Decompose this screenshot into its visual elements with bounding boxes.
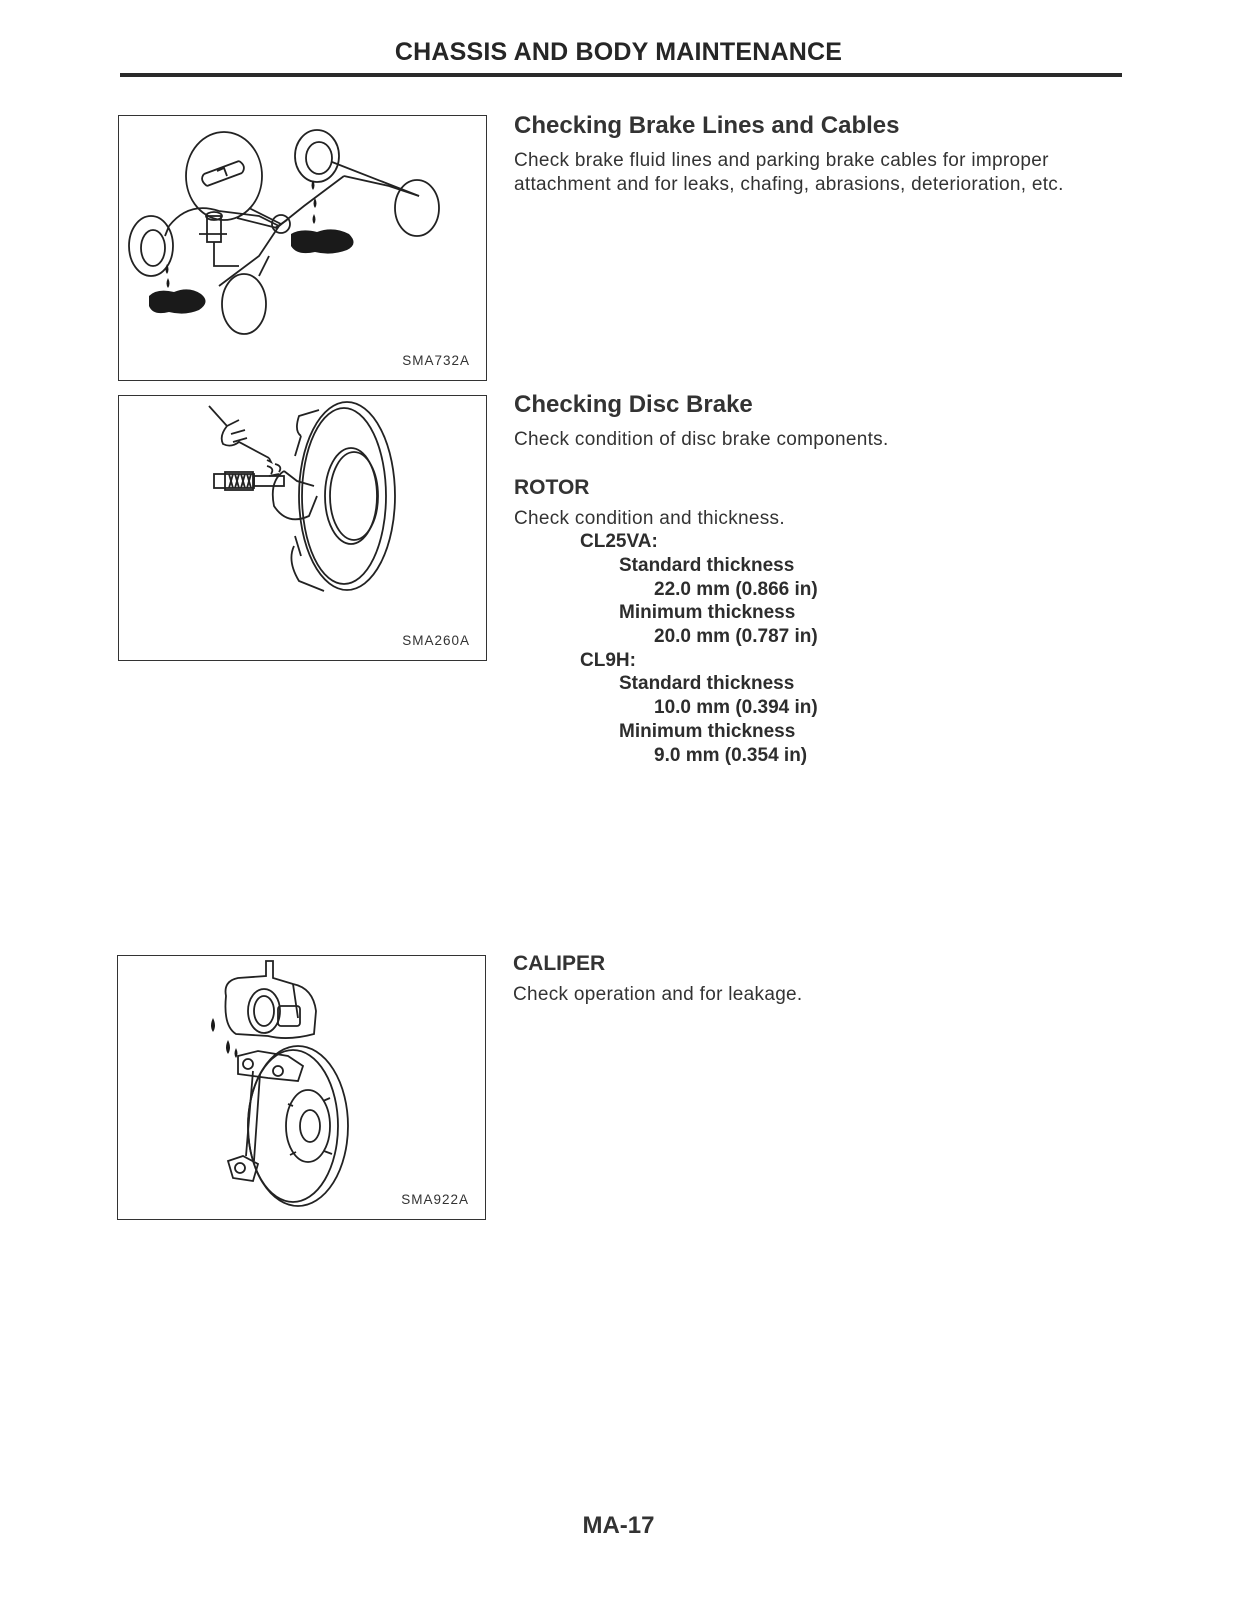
figure-code: SMA732A [402,353,470,368]
figure-code: SMA260A [402,633,470,648]
micrometer-rotor-illustration-icon [119,396,488,662]
paragraph-line: Check brake fluid lines and parking brake cables for improper [514,150,1049,171]
section-heading: Checking Disc Brake [514,391,753,418]
model-name: CL25VA: [580,531,658,552]
spec-label: Standard thickness [619,673,795,694]
paragraph: Check operation and for leakage. [513,984,803,1005]
section-heading: Checking Brake Lines and Cables [514,112,900,139]
page-title: CHASSIS AND BODY MAINTENANCE [394,38,843,66]
model-name: CL9H: [580,650,636,671]
header-rule [120,73,1122,77]
spec-label: Standard thickness [619,555,795,576]
spec-value: 9.0 mm (0.354 in) [654,745,808,766]
subsection-heading: ROTOR [514,476,590,499]
figure-rotor-micrometer [118,395,487,661]
page-number: MA-17 [582,1512,655,1539]
figure-code: SMA922A [401,1192,469,1207]
paragraph: Check condition and thickness. [514,508,785,529]
subsection-heading: CALIPER [513,952,606,975]
figure-brake-lines [118,115,487,381]
figure-caliper [117,955,486,1220]
spec-value: 22.0 mm (0.866 in) [654,579,818,600]
caliper-leak-illustration-icon [118,956,487,1221]
paragraph-line: attachment and for leaks, chafing, abrasions, deterioration, etc. [514,174,1064,195]
spec-value: 10.0 mm (0.394 in) [654,697,818,718]
spec-label: Minimum thickness [619,721,796,742]
spec-label: Minimum thickness [619,602,796,623]
paragraph: Check condition of disc brake components. [514,429,889,450]
brake-lines-leak-illustration-icon [119,116,488,382]
spec-value: 20.0 mm (0.787 in) [654,626,818,647]
